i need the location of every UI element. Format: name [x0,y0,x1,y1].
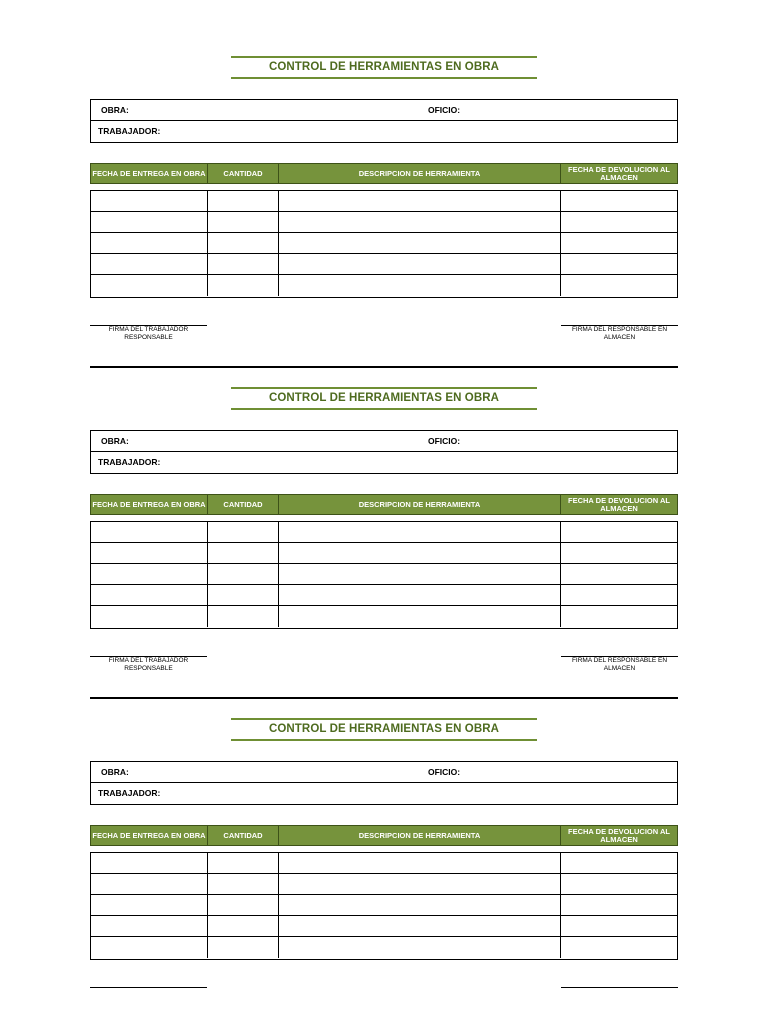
trabajador-label: TRABAJADOR: [98,788,161,798]
form-title: CONTROL DE HERRAMIENTAS EN OBRA [268,61,500,73]
signature-warehouse: FIRMA DEL RESPONSABLE EN ALMACEN [561,325,678,342]
col-cantidad: CANTIDAD [208,495,279,514]
cell-fecha-devolucion[interactable] [561,212,677,232]
col-descripcion: DESCRIPCION DE HERRAMIENTA [279,164,561,183]
cell-fecha-devolucion[interactable] [561,895,677,915]
cell-fecha-entrega[interactable] [91,212,208,232]
cell-cantidad[interactable] [208,895,279,915]
cell-fecha-entrega[interactable] [91,233,208,253]
col-fecha-entrega: FECHA DE ENTREGA EN OBRA [91,495,208,514]
cell-cantidad[interactable] [208,606,279,627]
info-row-trabajador [91,452,677,473]
cell-descripcion[interactable] [279,191,561,211]
cell-descripcion[interactable] [279,937,561,958]
table-row [91,853,677,874]
cell-fecha-devolucion[interactable] [561,916,677,936]
cell-fecha-entrega[interactable] [91,606,208,627]
cell-descripcion[interactable] [279,233,561,253]
cell-descripcion[interactable] [279,543,561,563]
form-section-2 [0,331,768,672]
info-row-obra [91,431,677,452]
info-box [90,761,678,805]
cell-fecha-devolucion[interactable] [561,275,677,296]
table-header [90,494,678,515]
cell-fecha-devolucion[interactable] [561,564,677,584]
tools-table [90,852,678,960]
info-box [90,99,678,143]
cell-descripcion[interactable] [279,874,561,894]
cell-fecha-entrega[interactable] [91,543,208,563]
signature-warehouse: FIRMA DEL RESPONSABLE EN ALMACEN [561,656,678,673]
col-fecha-entrega: FECHA DE ENTREGA EN OBRA [91,826,208,845]
cell-fecha-devolucion[interactable] [561,191,677,211]
cell-fecha-devolucion[interactable] [561,853,677,873]
table-row [91,522,677,543]
cell-fecha-devolucion[interactable] [561,543,677,563]
info-row-trabajador [91,783,677,804]
cell-cantidad[interactable] [208,522,279,542]
info-row-obra [91,762,677,783]
cell-descripcion[interactable] [279,212,561,232]
col-fecha-devolucion: FECHA DE DEVOLUCION AL ALMACEN [568,826,670,844]
tools-table [90,521,678,629]
cell-cantidad[interactable] [208,275,279,296]
cell-fecha-entrega[interactable] [91,275,208,296]
cell-fecha-entrega[interactable] [91,564,208,584]
cell-descripcion[interactable] [279,895,561,915]
col-cantidad: CANTIDAD [208,164,279,183]
cell-cantidad[interactable] [208,585,279,605]
cell-fecha-entrega[interactable] [91,916,208,936]
cell-cantidad[interactable] [208,874,279,894]
obra-label: OBRA: [101,436,129,446]
form-title: CONTROL DE HERRAMIENTAS EN OBRA [268,723,500,735]
obra-label: OBRA: [101,105,129,115]
info-row-obra [91,100,677,121]
signature-warehouse-line [561,987,678,988]
table-row [91,254,677,275]
cell-cantidad[interactable] [208,937,279,958]
form-title: CONTROL DE HERRAMIENTAS EN OBRA [268,392,500,404]
tools-table [90,190,678,298]
table-row [91,564,677,585]
cell-fecha-entrega[interactable] [91,874,208,894]
table-row [91,916,677,937]
table-header [90,825,678,846]
table-row [91,606,677,627]
cell-cantidad[interactable] [208,191,279,211]
form-title-frame [231,718,537,741]
cell-descripcion[interactable] [279,275,561,296]
col-fecha-devolucion: FECHA DE DEVOLUCION AL ALMACEN [568,495,670,513]
cell-fecha-devolucion[interactable] [561,606,677,627]
cell-fecha-entrega[interactable] [91,191,208,211]
table-row [91,233,677,254]
info-box [90,430,678,474]
cell-descripcion[interactable] [279,564,561,584]
col-descripcion: DESCRIPCION DE HERRAMIENTA [279,826,561,845]
cell-cantidad[interactable] [208,212,279,232]
form-section-1 [0,0,768,341]
cell-descripcion[interactable] [279,522,561,542]
cell-fecha-devolucion[interactable] [561,233,677,253]
cell-fecha-devolucion[interactable] [561,874,677,894]
oficio-label: OFICIO: [428,105,461,115]
table-row [91,212,677,233]
form-title-frame [231,387,537,410]
cell-fecha-entrega[interactable] [91,254,208,274]
col-cantidad: CANTIDAD [208,826,279,845]
cell-cantidad[interactable] [208,564,279,584]
table-row [91,585,677,606]
info-row-trabajador [91,121,677,142]
table-row [91,191,677,212]
cell-fecha-entrega[interactable] [91,522,208,542]
signature-worker-line [90,987,207,988]
cell-descripcion[interactable] [279,853,561,873]
signature-worker: FIRMA DEL TRABAJADOR RESPONSABLE [90,325,207,342]
cell-fecha-devolucion[interactable] [561,522,677,542]
cell-cantidad[interactable] [208,254,279,274]
col-fecha-entrega: FECHA DE ENTREGA EN OBRA [91,164,208,183]
oficio-label: OFICIO: [428,436,461,446]
table-row [91,937,677,958]
cell-descripcion[interactable] [279,585,561,605]
signature-worker: FIRMA DEL TRABAJADOR RESPONSABLE [90,656,207,673]
col-fecha-devolucion: FECHA DE DEVOLUCION AL ALMACEN [568,164,670,182]
cell-descripcion[interactable] [279,606,561,627]
cell-fecha-devolucion[interactable] [561,585,677,605]
trabajador-label: TRABAJADOR: [98,126,161,136]
table-row [91,275,677,296]
col-descripcion: DESCRIPCION DE HERRAMIENTA [279,495,561,514]
form-section-3 [0,662,768,993]
obra-label: OBRA: [101,767,129,777]
cell-descripcion[interactable] [279,254,561,274]
cell-cantidad[interactable] [208,543,279,563]
cell-fecha-devolucion[interactable] [561,254,677,274]
trabajador-label: TRABAJADOR: [98,457,161,467]
oficio-label: OFICIO: [428,767,461,777]
cell-cantidad[interactable] [208,233,279,253]
table-row [91,543,677,564]
cell-fecha-entrega[interactable] [91,585,208,605]
table-header [90,163,678,184]
cell-cantidad[interactable] [208,853,279,873]
cell-fecha-entrega[interactable] [91,895,208,915]
cell-fecha-devolucion[interactable] [561,937,677,958]
table-row [91,874,677,895]
cell-descripcion[interactable] [279,916,561,936]
cell-cantidad[interactable] [208,916,279,936]
form-title-frame [231,56,537,79]
cell-fecha-entrega[interactable] [91,853,208,873]
cell-fecha-entrega[interactable] [91,937,208,958]
table-row [91,895,677,916]
